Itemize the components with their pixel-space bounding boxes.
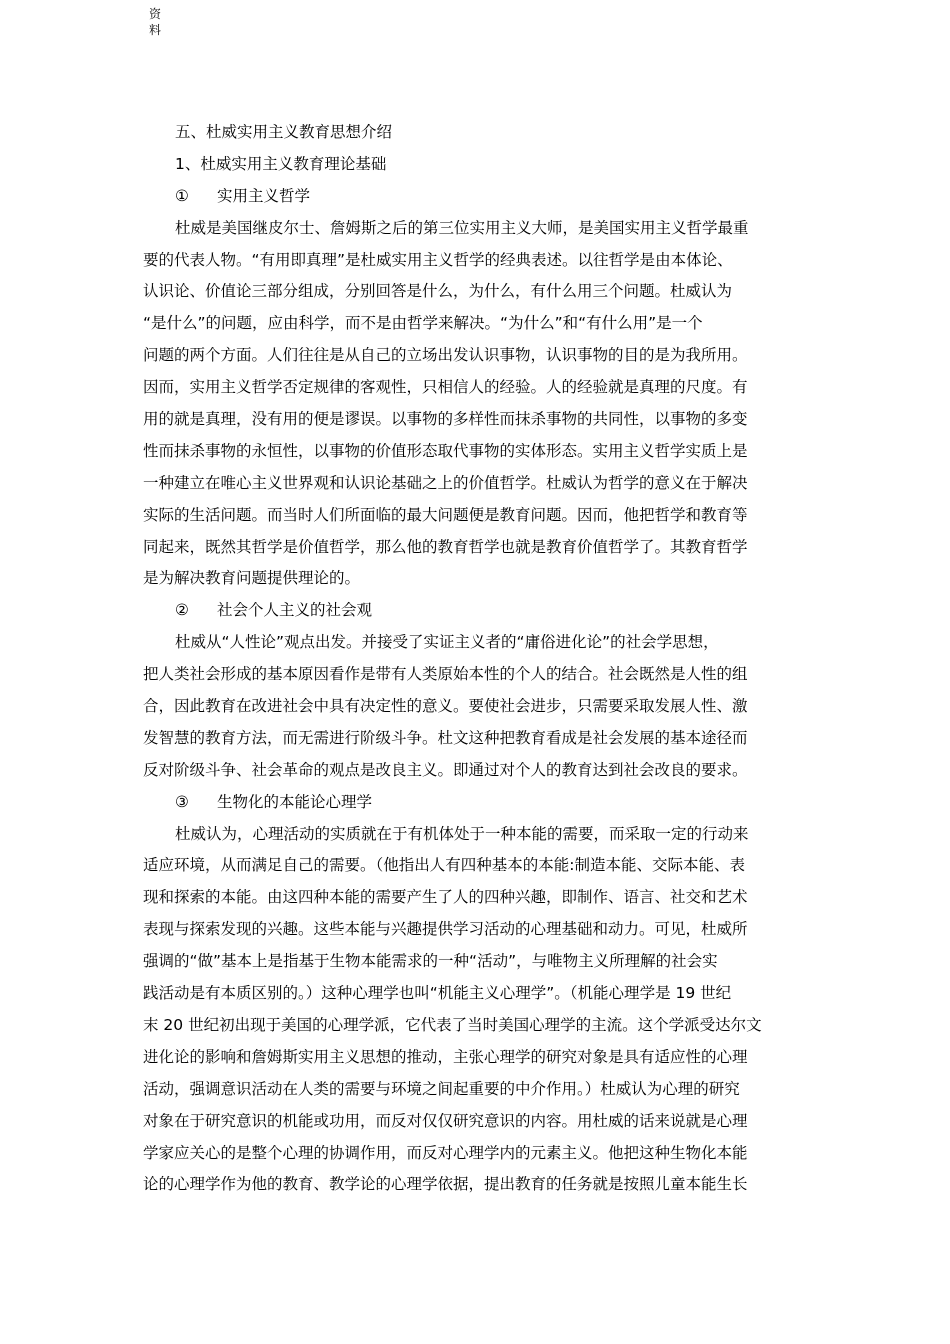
paragraph-line: 发智慧的教育方法，而无需进行阶级斗争。杜文这种把教育看成是社会发展的基本途径而 [143,728,748,747]
paragraph-line: 现和探索的本能。由这四种本能的需要产生了人的四种兴趣，即制作、语言、社交和艺术 [143,888,748,907]
paragraph [143,819,819,1202]
paragraph-line: 杜威从“人性论”观点出发。并接受了实证主义者的“庸俗进化论”的社会学思想， [175,633,719,652]
paragraph-line: 因而，实用主义哲学否定规律的客观性，只相信人的经验。人的经验就是真理的尺度。有 [143,378,748,397]
item-number: ② [175,601,189,620]
item-number: ③ [175,792,189,811]
item-heading [143,181,819,213]
header-char-2: 料 [149,23,162,37]
paragraph-line: 末 20 世纪初出现于美国的心理学派，它代表了当时美国心理学的主流。这个学派受达尔文 [143,1015,762,1034]
paragraph-line: 践活动是有本质区别的。）这种心理学也叫“机能主义心理学”。（机能心理学是 19 世纪 [143,984,732,1003]
paragraph-line: 学家应关心的是整个心理的协调作用，而反对心理学内的元素主义。他把这种生物化本能 [143,1143,748,1162]
paragraph-line: 杜威认为，心理活动的实质就在于有机体处于一种本能的需要，而采取一定的行动来 [175,824,749,843]
paragraph-line: 强调的“做”基本上是指基于生物本能需求的一种“活动”，与唯物主义所理解的社会实 [143,952,718,971]
paragraph-line: 用的就是真理，没有用的便是谬误。以事物的多样性而抹杀事物的共同性，以事物的多变 [143,410,748,429]
item-heading-text: 生物化的本能论心理学 [217,792,373,811]
paragraph-line: 反对阶级斗争、社会革命的观点是改良主义。即通过对个人的教育达到社会改良的要求。 [143,760,748,779]
paragraph-line: 合，因此教育在改进社会中具有决定性的意义。要使社会进步，只需要采取发展人性、激 [143,697,748,716]
item-heading-text: 实用主义哲学 [217,186,311,205]
paragraph [143,213,819,596]
paragraph-line: 实际的生活问题。而当时人们所面临的最大问题便是教育问题。因而，他把哲学和教育等 [143,505,748,524]
item-heading [143,787,819,819]
paragraph-line: 论的心理学作为他的教育、教学论的心理学依据，提出教育的任务就是按照儿童本能生长 [143,1175,748,1194]
paragraph-line: 认识论、价值论三部分组成，分别回答是什么，为什么，有什么用三个问题。杜威认为 [143,282,733,301]
page-header [149,6,169,38]
paragraph-line: 把人类社会形成的基本原因看作是带有人类原始本性的个人的结合。社会既然是人性的组 [143,665,748,684]
item-number: ① [175,186,189,205]
header-char-1: 资 [149,7,162,21]
paragraph-line: 性而抹杀事物的永恒性，以事物的价值形态取代事物的实体形态。实用主义哲学实质上是 [143,441,748,460]
paragraph-line: 表现与探索发现的兴趣。这些本能与兴趣提供学习活动的心理基础和动力。可见，杜威所 [143,920,748,939]
paragraph-line: 同起来，既然其哲学是价值哲学，那么他的教育哲学也就是教育价值哲学了。其教育哲学 [143,537,748,556]
paragraph [143,627,819,786]
paragraph-line: 一种建立在唯心主义世界观和认识论基础之上的价值哲学。杜威认为哲学的意义在于解决 [143,473,748,492]
item-heading-text: 社会个人主义的社会观 [217,601,373,620]
paragraph-line: 进化论的影响和詹姆斯实用主义思想的推动，主张心理学的研究对象是具有适应性的心理 [143,1047,748,1066]
paragraph-line: 适应环境，从而满足自己的需要。（他指出人有四种基本的本能:制造本能、交际本能、表 [143,856,745,875]
paragraph-line: “是什么”的问题，应由科学，而不是由哲学来解决。“为什么”和“有什么用”是一个 [143,314,703,333]
section-title: 五、杜威实用主义教育思想介绍 [175,123,393,141]
document-body [143,117,819,1201]
paragraph-line: 是为解决教育问题提供理论的。 [143,569,361,588]
item-heading [143,595,819,627]
paragraph-line: 对象在于研究意识的机能或功用，而反对仅仅研究意识的内容。用杜威的话来说就是心理 [143,1111,748,1130]
subsection-title: 1、杜威实用主义教育理论基础 [175,154,387,173]
paragraph-line: 要的代表人物。“有用即真理”是杜威实用主义哲学的经典表述。以往哲学是由本体论、 [143,250,733,269]
paragraph-line: 活动，强调意识活动在人类的需要与环境之间起重要的中介作用。）杜威认为心理的研究 [143,1079,740,1098]
paragraph-line: 问题的两个方面。人们往往是从自己的立场出发认识事物，认识事物的目的是为我所用。 [143,346,748,365]
paragraph-line: 杜威是美国继皮尔士、詹姆斯之后的第三位实用主义大师，是美国实用主义哲学最重 [175,218,749,237]
